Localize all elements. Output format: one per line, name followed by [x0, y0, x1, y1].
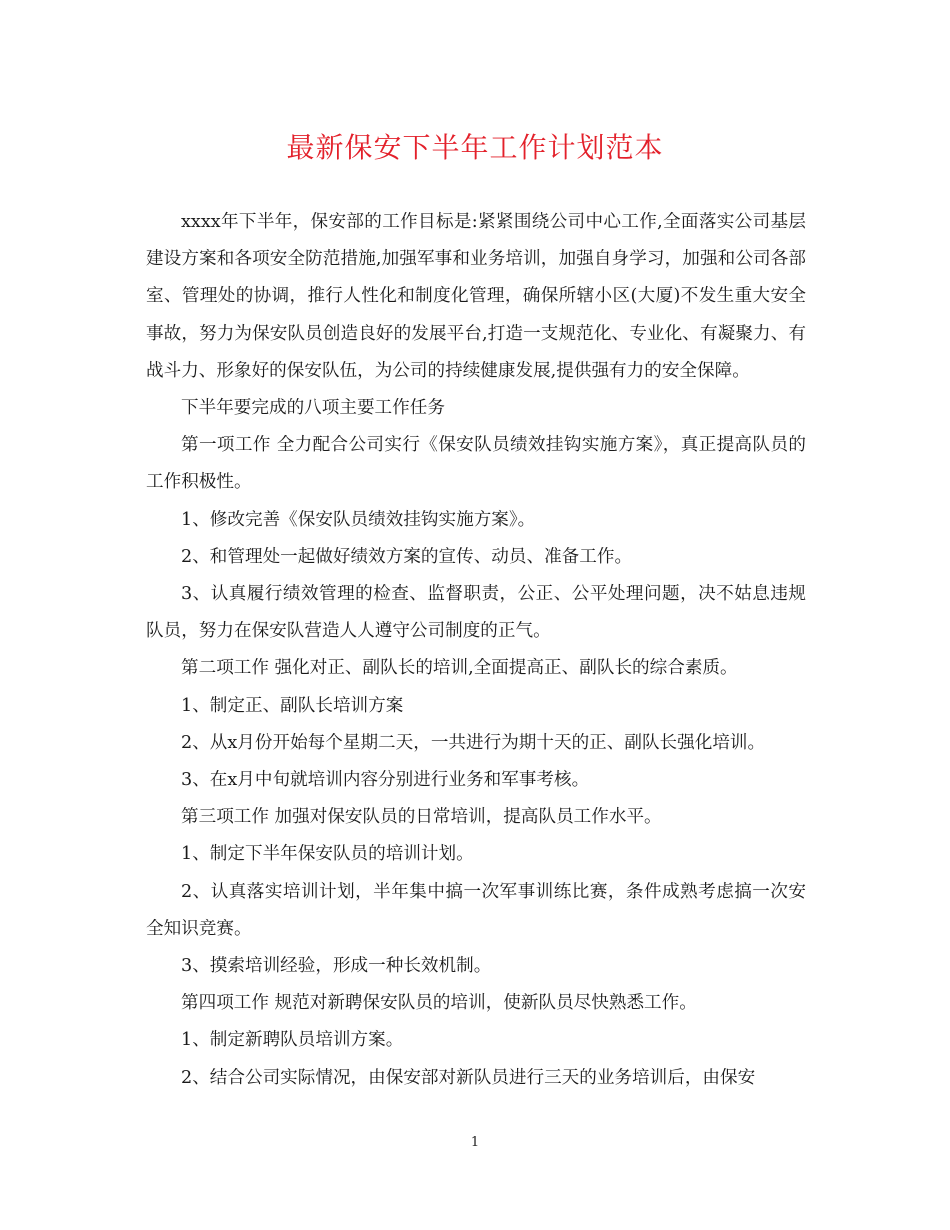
paragraph-task-2: 第二项工作 强化对正、副队长的培训,全面提高正、副队长的综合素质。: [181, 658, 738, 679]
paragraph-task-3-item-2: 2、认真落实培训计划，半年集中搞一次军事训练比赛，条件成熟考虑搞一次安全知识竞赛。: [146, 881, 806, 939]
paragraph-task-1-item-1: 1、修改完善《保安队员绩效挂钩实施方案》。: [181, 509, 536, 530]
paragraph-task-2-item-2: 2、从x月份开始每个星期二天，一共进行为期十天的正、副队长强化培训。: [181, 732, 766, 753]
paragraph-task-3: 第三项工作 加强对保安队员的日常培训，提高队员工作水平。: [181, 807, 662, 828]
paragraph-task-3-item-1: 1、制定下半年保安队员的培训计划。: [181, 844, 474, 865]
page-number: 1: [470, 1135, 480, 1150]
document-title: 最新保安下半年工作计划范本: [286, 131, 664, 164]
paragraph-intro: xxxx年下半年，保安部的工作目标是:紧紧围绕公司中心工作,全面落实公司基层建设方案和各项安全防范措施,加强军事和业务培训，加强自身学习，加强和公司各部室、管理处的协调，推行人性化和制度化管理，确保所辖小区(大厦)不发生重大安全事故，努力为保安队员创造良好的发展平台,打造一支规范化、专业化、有凝聚力、有战斗力、形象好的保安队伍，为公司的持续健康发展,提供强有力的安全保障。: [146, 212, 806, 381]
paragraph-tasks-heading: 下半年要完成的八项主要工作任务: [181, 398, 445, 419]
paragraph-task-3-item-3: 3、摸索培训经验，形成一种长效机制。: [181, 956, 492, 977]
paragraph-task-1: 第一项工作 全力配合公司实行《保安队员绩效挂钩实施方案》，真正提高队员的工作积极性。: [146, 435, 806, 493]
document-body: [146, 204, 806, 1097]
paragraph-task-1-item-2: 2、和管理处一起做好绩效方案的宣传、动员、准备工作。: [181, 546, 633, 567]
paragraph-task-2-item-3: 3、在x月中旬就培训内容分别进行业务和军事考核。: [181, 770, 590, 791]
paragraph-task-1-item-3: 3、认真履行绩效管理的检查、监督职责，公正、公平处理问题，决不姑息违规队员，努力在保安队营造人人遵守公司制度的正气。: [146, 584, 806, 642]
paragraph-task-4: 第四项工作 规范对新聘保安队员的培训，使新队员尽快熟悉工作。: [181, 993, 697, 1014]
paragraph-task-4-item-1: 1、制定新聘队员培训方案。: [181, 1030, 404, 1051]
paragraph-task-2-item-1: 1、制定正、副队长培训方案: [181, 695, 404, 716]
paragraph-task-4-item-2: 2、结合公司实际情况，由保安部对新队员进行三天的业务培训后，由保安: [181, 1067, 756, 1088]
